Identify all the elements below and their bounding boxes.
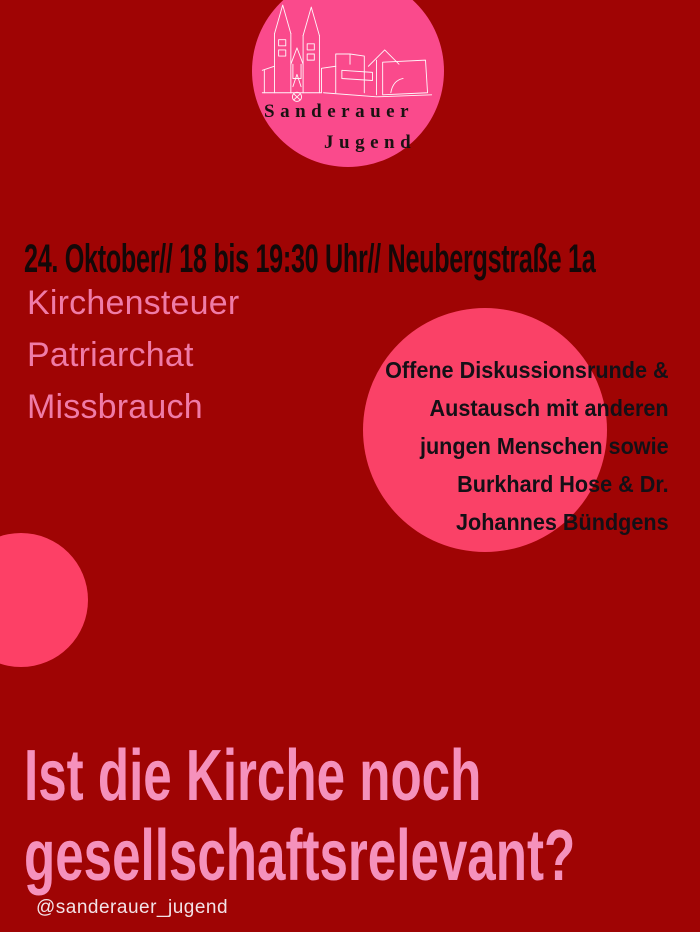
topic-patriarchat: Patriarchat xyxy=(27,336,194,374)
logo-name-line2: Jugend xyxy=(324,132,417,153)
description-line: Burkhard Hose & Dr. xyxy=(457,471,669,497)
event-description xyxy=(385,351,669,541)
topic-kirchensteuer: Kirchensteuer xyxy=(27,284,240,322)
headline-line-2: gesellschaftsrelevant? xyxy=(24,816,576,896)
event-schedule-text: 24. Oktober// 18 bis 19:30 Uhr// Neubergstraße 1a xyxy=(24,237,596,281)
social-handle: @sanderauer_jugend xyxy=(36,897,229,918)
description-line: Johannes Bündgens xyxy=(456,509,669,535)
headline-line-1: Ist die Kirche noch xyxy=(24,736,482,816)
logo-circle xyxy=(252,0,444,167)
headline xyxy=(24,736,575,896)
description-line: Austausch mit anderen xyxy=(429,395,669,421)
logo-name-line1: Sanderauer xyxy=(264,101,414,122)
topic-list xyxy=(27,277,239,433)
decorative-circle-left xyxy=(0,533,88,667)
topic-missbrauch: Missbrauch xyxy=(27,388,203,426)
description-line: jungen Menschen sowie xyxy=(420,433,669,459)
church-skyline-icon xyxy=(260,3,438,105)
description-line: Offene Diskussionsrunde & xyxy=(385,357,669,383)
